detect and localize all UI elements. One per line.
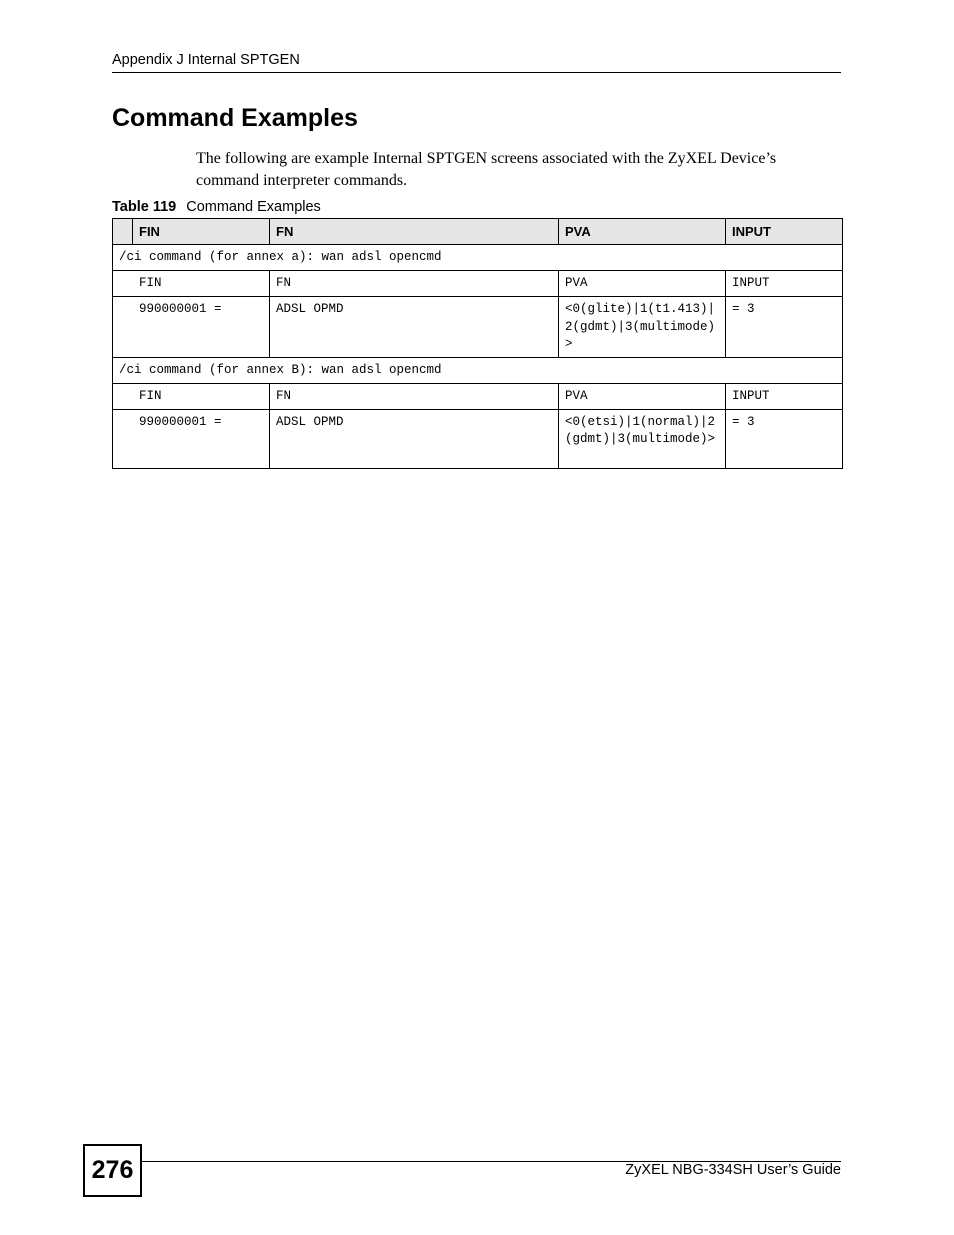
running-header: Appendix J Internal SPTGEN	[112, 52, 300, 68]
cell-fin-label: FIN	[113, 383, 270, 409]
cell-fn-value: ADSL OPMD	[270, 409, 559, 468]
header-input: INPUT	[726, 219, 843, 245]
cell-input-value: = 3	[726, 297, 843, 358]
cell-input-value: = 3	[726, 409, 843, 468]
cell-fn-value: ADSL OPMD	[270, 297, 559, 358]
cell-fin-value: 990000001 =	[113, 409, 270, 468]
table-row	[113, 409, 843, 468]
header-fn: FN	[270, 219, 559, 245]
cell-pva-label: PVA	[559, 271, 726, 297]
header-pva: PVA	[559, 219, 726, 245]
cell-fn-label: FN	[270, 271, 559, 297]
cell-pva-value: <0(etsi)|1(normal)|2(gdmt)|3(multimode)>	[559, 409, 726, 468]
table-row	[113, 383, 843, 409]
cell-fn-label: FN	[270, 383, 559, 409]
table-row	[113, 297, 843, 358]
cell-input-label: INPUT	[726, 383, 843, 409]
cell-input-label: INPUT	[726, 271, 843, 297]
command-examples-table	[112, 218, 843, 469]
header-divider	[112, 72, 841, 73]
table-caption	[112, 199, 321, 215]
page-number: 276	[83, 1144, 142, 1197]
command-line: /ci command (for annex B): wan adsl opencmd	[113, 357, 843, 383]
table-row	[113, 245, 843, 271]
table-caption-number: Table 119	[112, 199, 177, 215]
cell-fin-label: FIN	[113, 271, 270, 297]
header-fin: FIN	[133, 219, 270, 245]
cell-pva-value: <0(glite)|1(t1.413)|2(gdmt)|3(multimode)>	[559, 297, 726, 358]
table-caption-title: Command Examples	[186, 199, 321, 215]
table-row	[113, 271, 843, 297]
guide-title: ZyXEL NBG-334SH User’s Guide	[625, 1162, 841, 1178]
header-spacer-cell	[113, 219, 133, 245]
table-row	[113, 357, 843, 383]
table-header-row	[113, 219, 843, 245]
intro-paragraph: The following are example Internal SPTGEN screens associated with the ZyXEL Device’s command interpreter commands.	[196, 150, 777, 189]
page-title: Command Examples	[112, 104, 358, 132]
cell-fin-value: 990000001 =	[113, 297, 270, 358]
cell-pva-label: PVA	[559, 383, 726, 409]
command-line: /ci command (for annex a): wan adsl opencmd	[113, 245, 843, 271]
